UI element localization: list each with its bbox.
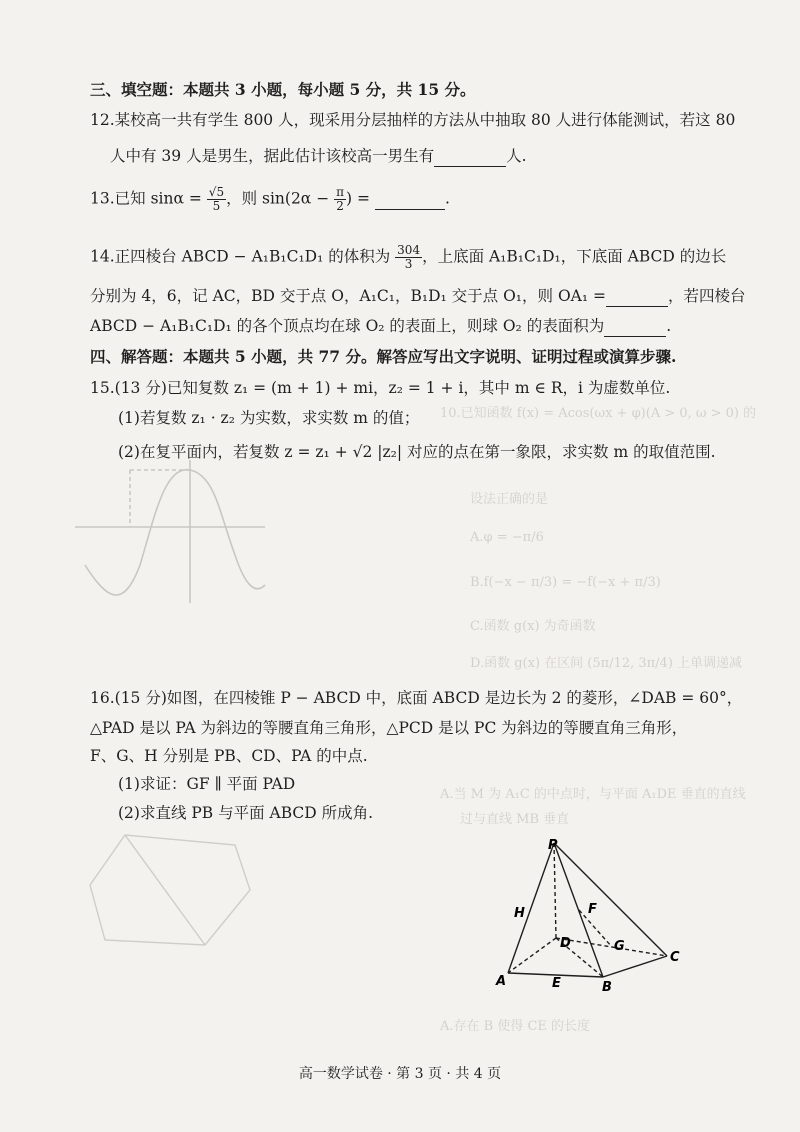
- fraction-numerator: √5: [208, 185, 225, 199]
- answer-blank: [606, 286, 668, 307]
- figure-label-g: G: [614, 939, 625, 954]
- fraction: [207, 186, 226, 213]
- question-16-part-2: (2)求直线 PB 与平面 ABCD 所成角.: [118, 804, 374, 822]
- answer-blank: [375, 189, 445, 210]
- figure-label-e: E: [552, 976, 561, 991]
- question-16-part-1: (1)求证：GF ∥ 平面 PAD: [118, 775, 296, 793]
- figure-label-h: H: [514, 906, 525, 921]
- answer-blank: [604, 316, 666, 337]
- show-through-text: A.当 M 为 A₁C 的中点时，与平面 A₁DE 垂直的直线: [440, 787, 746, 802]
- show-through-text: C.函数 g(x) 为奇函数: [470, 619, 596, 634]
- question-15-part-2: (2)在复平面内，若复数 z = z₁ + √2 |z₂| 对应的点在第一象限，求实数 m 的取值范围.: [118, 443, 716, 461]
- fraction: [334, 186, 346, 213]
- question-16-line-2: △PAD 是以 PA 为斜边的等腰直角三角形，△PCD 是以 PC 为斜边的等腰直角三角形，: [90, 719, 688, 737]
- answer-blank: [434, 146, 506, 167]
- show-through-text: B.f(−x − π/3) = −f(−x + π/3): [470, 575, 661, 590]
- question-14-line-3: [90, 316, 671, 337]
- question-14-part-1: 14.正四棱台 ABCD − A₁B₁C₁D₁ 的体积为: [90, 247, 391, 266]
- question-14-text: 分别为 4，6，记 AC，BD 交于点 O，A₁C₁，B₁D₁ 交于点 O₁，则 OA₁ =: [90, 287, 606, 305]
- question-14-text: ，若四棱台: [667, 287, 746, 305]
- question-13-end: ) =: [346, 189, 370, 208]
- show-through-text: 10.已知函数 f(x) = Acos(ωx + φ)(A > 0, ω > 0) 的: [440, 406, 757, 421]
- question-12-line-2: [110, 146, 527, 167]
- figure-label-c: C: [670, 950, 680, 965]
- figure-label-a: A: [496, 974, 507, 989]
- section-title-fill-in: 三、填空题：本题共 3 小题，每小题 5 分，共 15 分。: [90, 80, 476, 99]
- question-13-mid: ，则 sin(2α −: [226, 189, 330, 208]
- fraction: [395, 244, 422, 271]
- page-footer: 高一数学试卷 · 第 3 页 · 共 4 页: [298, 1066, 502, 1082]
- fraction-denominator: 5: [212, 199, 221, 213]
- question-12-line-1: 12.某校高一共有学生 800 人，现采用分层抽样的方法从中抽取 80 人进行体能测试，若这 80: [90, 111, 736, 129]
- pyramid-figure: [490, 835, 690, 995]
- fraction-numerator: 304: [397, 243, 421, 257]
- show-through-graph: [70, 455, 270, 605]
- figure-label-f: F: [588, 902, 597, 917]
- question-16-line-3: F、G、H 分别是 PB、CD、PA 的中点.: [90, 747, 368, 765]
- question-15-stem: 15.(13 分)已知复数 z₁ = (m + 1) + mi，z₂ = 1 + i，其中 m ∈ R，i 为虚数单位.: [90, 379, 671, 397]
- show-through-text: A.存在 B 使得 CE 的长度: [440, 1019, 591, 1034]
- question-13: [90, 186, 450, 213]
- question-13-tail: .: [444, 189, 450, 208]
- question-14-part-2: ，上底面 A₁B₁C₁D₁，下底面 ABCD 的边长: [422, 247, 727, 266]
- question-14-line-2: [90, 286, 745, 307]
- question-12-text: 人中有 39 人是男生，据此估计该校高一男生有: [110, 147, 435, 165]
- fraction-denominator: 2: [336, 199, 344, 213]
- question-13-prefix: 13.已知 sinα =: [90, 189, 202, 208]
- figure-label-p: P: [548, 838, 558, 853]
- show-through-text: D.函数 g(x) 在区间 (5π/12, 3π/4) 上单调递减: [470, 656, 743, 671]
- question-14-text: .: [666, 317, 672, 335]
- show-through-sketch: [85, 830, 255, 955]
- question-16-line-1: 16.(15 分)如图，在四棱锥 P − ABCD 中，底面 ABCD 是边长为 2 的菱形，∠DAB = 60°，: [90, 689, 743, 707]
- figure-label-b: B: [602, 980, 612, 995]
- show-through-text: 设法正确的是: [470, 492, 549, 507]
- fraction-denominator: 3: [404, 257, 413, 271]
- figure-label-d: D: [560, 936, 571, 951]
- section-title-solutions: 四、解答题：本题共 5 小题，共 77 分。解答应写出文字说明、证明过程或演算步骤.: [90, 347, 677, 366]
- question-14-text: ABCD − A₁B₁C₁D₁ 的各个顶点均在球 O₂ 的表面上，则球 O₂ 的表面积为: [90, 317, 605, 335]
- fraction-numerator: π: [336, 185, 345, 199]
- show-through-text: A.φ = −π/6: [470, 530, 544, 545]
- question-14-line-1: [90, 244, 726, 271]
- question-12-unit: 人.: [506, 147, 527, 165]
- question-15-part-1: (1)若复数 z₁ · z₂ 为实数，求实数 m 的值；: [118, 409, 420, 427]
- show-through-text: 过与直线 MB 垂直: [460, 812, 570, 827]
